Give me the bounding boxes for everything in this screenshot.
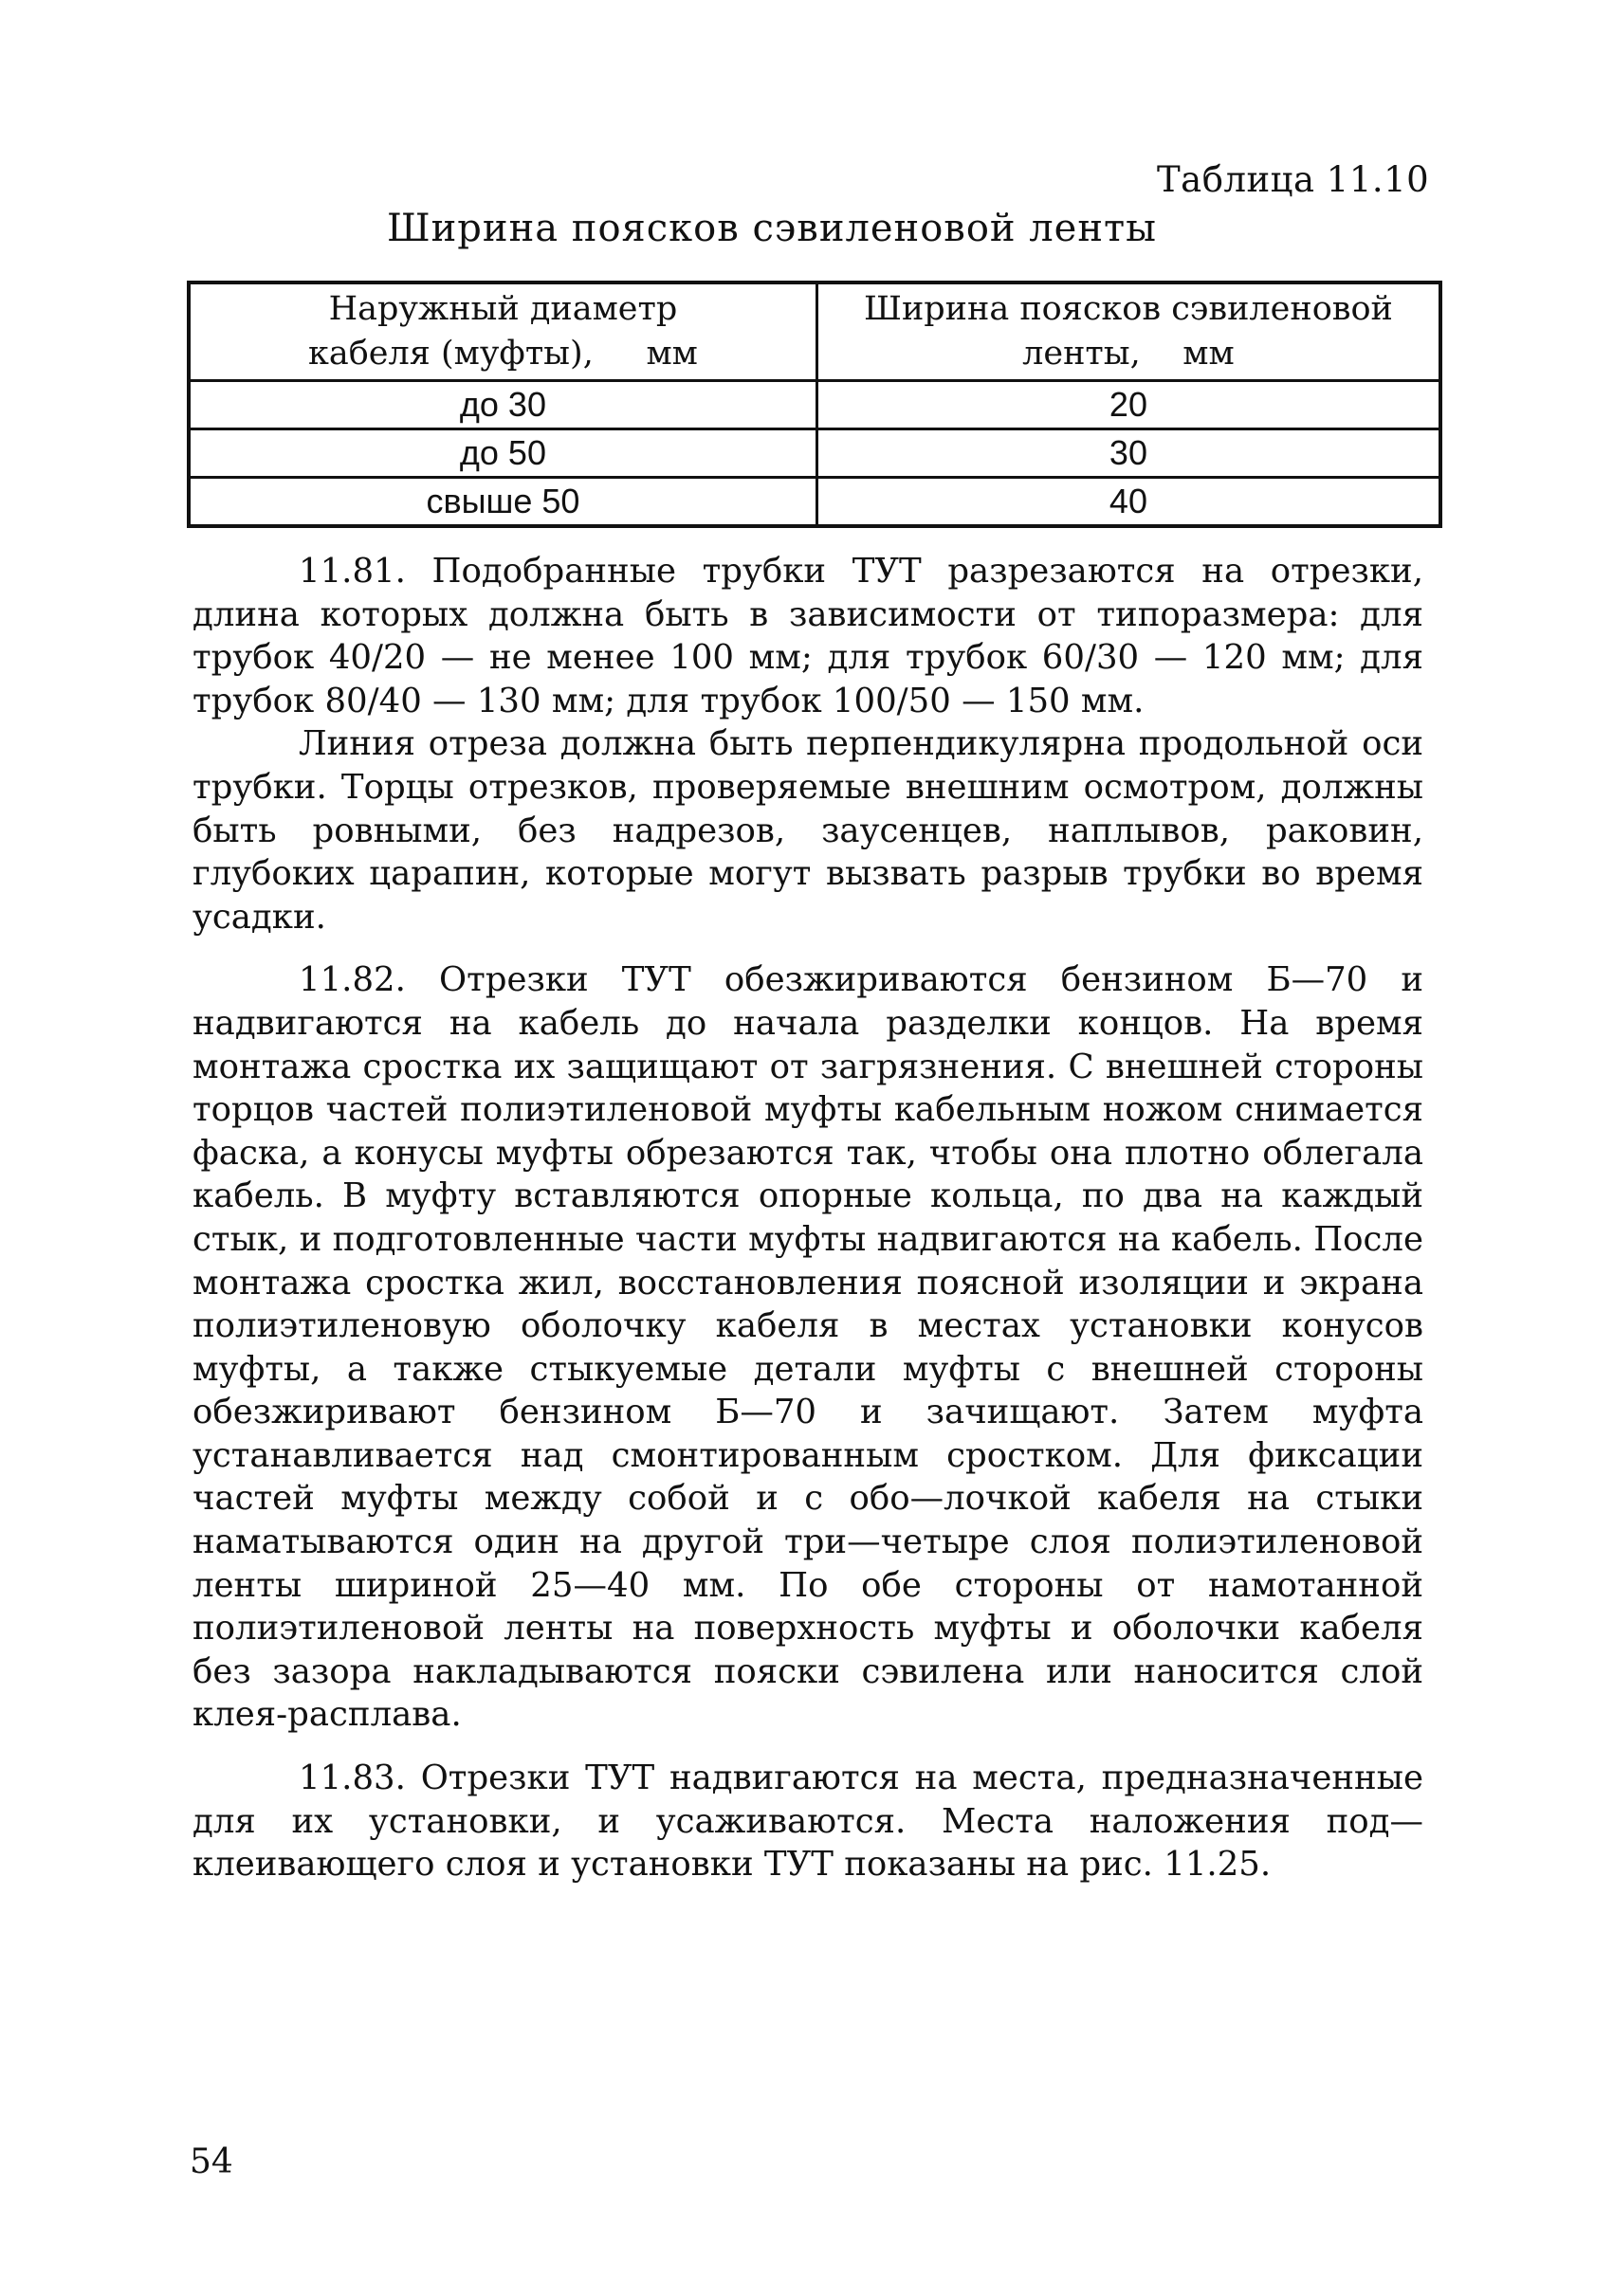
paragraph-11-81: 11.81. Подобранные трубки ТУТ разрезаются на отрезки, длина которых должна быть в зависимости от типоразмера: для трубок 40/20 — не менее 100 мм; для трубок 60/30 — 120 мм; для трубок 80/40 — 130 мм; для трубок 100/50 — 150 мм. bbox=[192, 552, 1423, 720]
paragraph-cut-line: Линия отреза должна быть перпендикулярна продольной оси трубки. Торцы отрезков, проверяемые внешним осмотром, должны быть ровными, без надрезов, заусенцев, наплывов, раковин, глубоких царапин, которые могут вызвать разрыв трубки во время усадки. bbox=[192, 724, 1423, 937]
table-row bbox=[189, 478, 1440, 527]
header-line: кабеля (муфты), мм bbox=[307, 335, 698, 373]
table-title: Ширина поясков сэвиленовой ленты bbox=[387, 207, 1157, 250]
table-cell: 20 bbox=[816, 381, 1440, 429]
table-header-cell-width bbox=[816, 282, 1440, 381]
page-number: 54 bbox=[190, 2142, 233, 2181]
table-header-row bbox=[189, 282, 1440, 381]
table-cell: свыше 50 bbox=[189, 478, 816, 527]
table-cell: 30 bbox=[816, 429, 1440, 478]
header-line: Наружный диаметр bbox=[328, 290, 678, 328]
header-line: ленты, мм bbox=[1022, 335, 1235, 373]
table-cell: до 30 bbox=[189, 381, 816, 429]
table-row bbox=[189, 381, 1440, 429]
table-label: Таблица 11.10 bbox=[1157, 159, 1430, 200]
table-header-cell-diameter bbox=[189, 282, 816, 381]
header-line: Ширина поясков сэвиленовой bbox=[864, 290, 1393, 328]
table-row bbox=[189, 429, 1440, 478]
data-table bbox=[187, 281, 1442, 528]
table-cell: до 50 bbox=[189, 429, 816, 478]
paragraph-11-83: 11.83. Отрезки ТУТ надвигаются на места, предназначенные для их установки, и усаживаются. Места наложения под—клеивающего слоя и установки ТУТ показаны на рис. 11.25. bbox=[192, 1758, 1423, 1885]
table-cell: 40 bbox=[816, 478, 1440, 527]
body-text bbox=[192, 550, 1423, 1886]
paragraph-11-82: 11.82. Отрезки ТУТ обезжириваются бензином Б—70 и надвигаются на кабель до начала разделки концов. На время монтажа сростка их защищают от загрязнения. С внешней стороны торцов частей полиэтиленовой муфты кабельным ножом снимается фаска, а конусы муфты обрезаются так, чтобы она плотно облегала кабель. В муфту вставляются опорные кольца, по два на каждый стык, и подготовленные части муфты надвигаются на кабель. После монтажа сростка жил, восстановления поясной изоляции и экрана полиэтиленовую оболочку кабеля в местах установки конусов муфты, а также стыкуемые детали муфты с внешней стороны обезжиривают бензином Б—70 и зачищают. Затем муфта устанавливается над смонтированным сростком. Для фиксации частей муфты между собой и с обо—лочкой кабеля на стыки наматываются один на другой три—четыре слоя полиэтиленовой ленты шириной 25—40 мм. По обе стороны от намотанной полиэтиленовой ленты на поверхность муфты и оболочки кабеля без зазора накладываются пояски сэвилена или наносится слой клея-расплава. bbox=[192, 960, 1423, 1735]
